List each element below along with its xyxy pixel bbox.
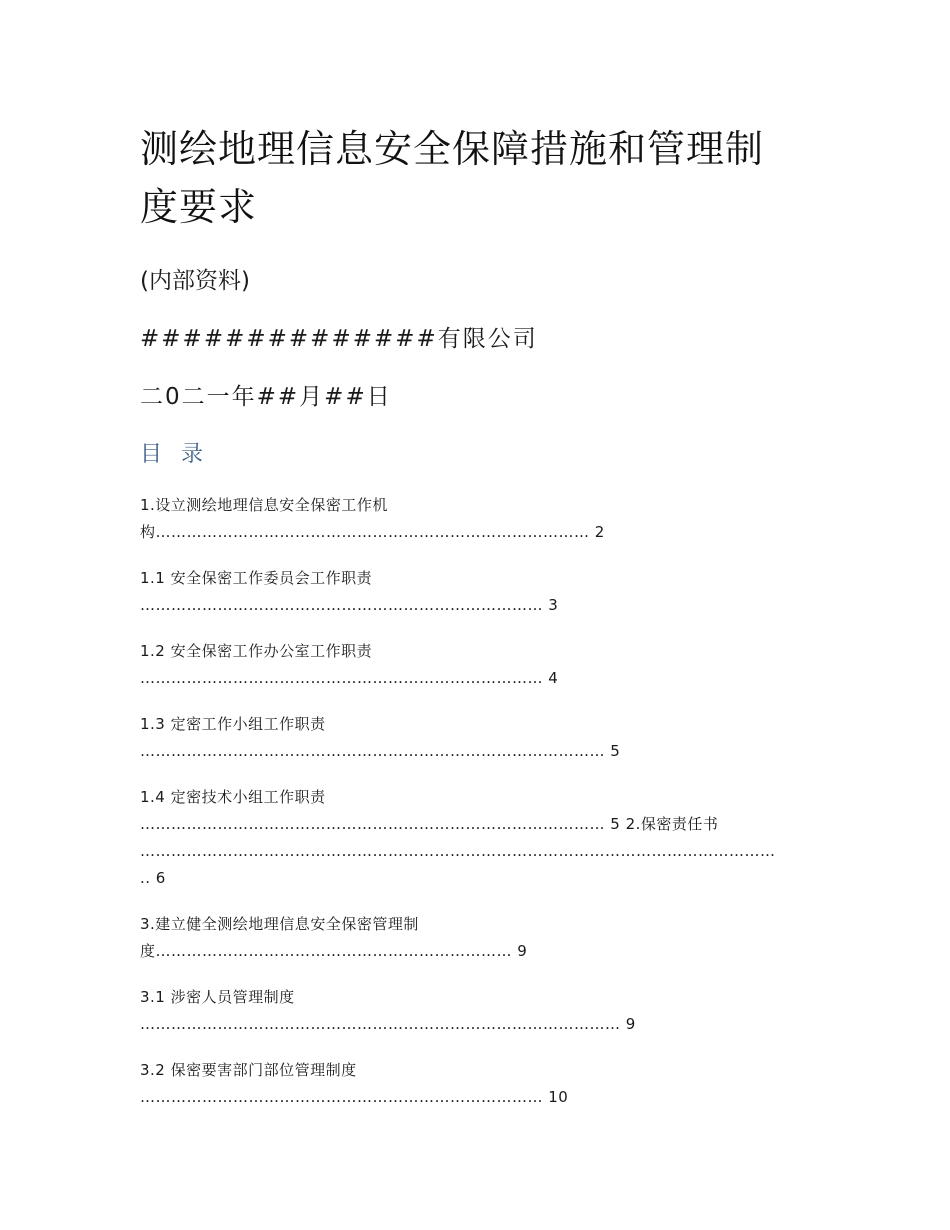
toc-entry-leader: ……………………………………………………………………………… 5 2.保密责任书 — [140, 815, 719, 833]
company-name: ##############有限公司 — [140, 326, 538, 352]
toc-entry[interactable] — [140, 565, 820, 619]
toc-entry-title: 3.建立健全测绘地理信息安全保密管理制 — [140, 915, 419, 933]
toc-entry-leader: ………………………………………………………………………………… 9 — [140, 1015, 636, 1033]
title-line-2: 度要求 — [140, 185, 258, 229]
toc-entry[interactable] — [140, 1057, 820, 1111]
toc-entry-leader: ……………………………………………………………………………… 5 — [140, 742, 621, 760]
toc-entry-leader: 构………………………………………………………………………… 2 — [140, 523, 605, 541]
toc-entry-title: 3.2 保密要害部门部位管理制度 — [140, 1061, 357, 1079]
toc-entry[interactable] — [140, 784, 820, 892]
toc-entry[interactable] — [140, 711, 820, 765]
toc-entry-leader: 度…………………………………………………………… 9 — [140, 942, 528, 960]
toc-entry-title: 1.设立测绘地理信息安全保密工作机 — [140, 496, 388, 514]
toc-entry-leader: …………………………………………………………………………………………………………… — [140, 842, 776, 860]
toc-entry[interactable] — [140, 911, 820, 965]
toc-entry[interactable] — [140, 638, 820, 692]
toc-entry-title: 1.3 定密工作小组工作职责 — [140, 715, 326, 733]
document-page — [140, 120, 820, 1130]
document-title — [140, 120, 820, 236]
title-line-1: 测绘地理信息安全保障措施和管理制 — [140, 127, 765, 171]
toc-entry-title: 1.4 定密技术小组工作职责 — [140, 788, 326, 806]
toc-entry-leader: …………………………………………………………………… 4 — [140, 669, 559, 687]
toc-entry-title: 1.2 安全保密工作办公室工作职责 — [140, 642, 373, 660]
table-of-contents — [140, 492, 820, 1111]
toc-entry[interactable] — [140, 492, 820, 546]
toc-entry-page: .. 6 — [140, 869, 166, 887]
toc-entry-leader: …………………………………………………………………… 10 — [140, 1088, 569, 1106]
toc-heading: 目 录 — [140, 442, 209, 467]
toc-entry-title: 3.1 涉密人员管理制度 — [140, 988, 295, 1006]
toc-entry-title: 1.1 安全保密工作委员会工作职责 — [140, 569, 373, 587]
toc-entry-leader: …………………………………………………………………… 3 — [140, 596, 559, 614]
document-date: 二0二一年##月##日 — [140, 384, 392, 410]
toc-entry[interactable] — [140, 984, 820, 1038]
document-subtitle: (内部资料) — [140, 268, 250, 294]
